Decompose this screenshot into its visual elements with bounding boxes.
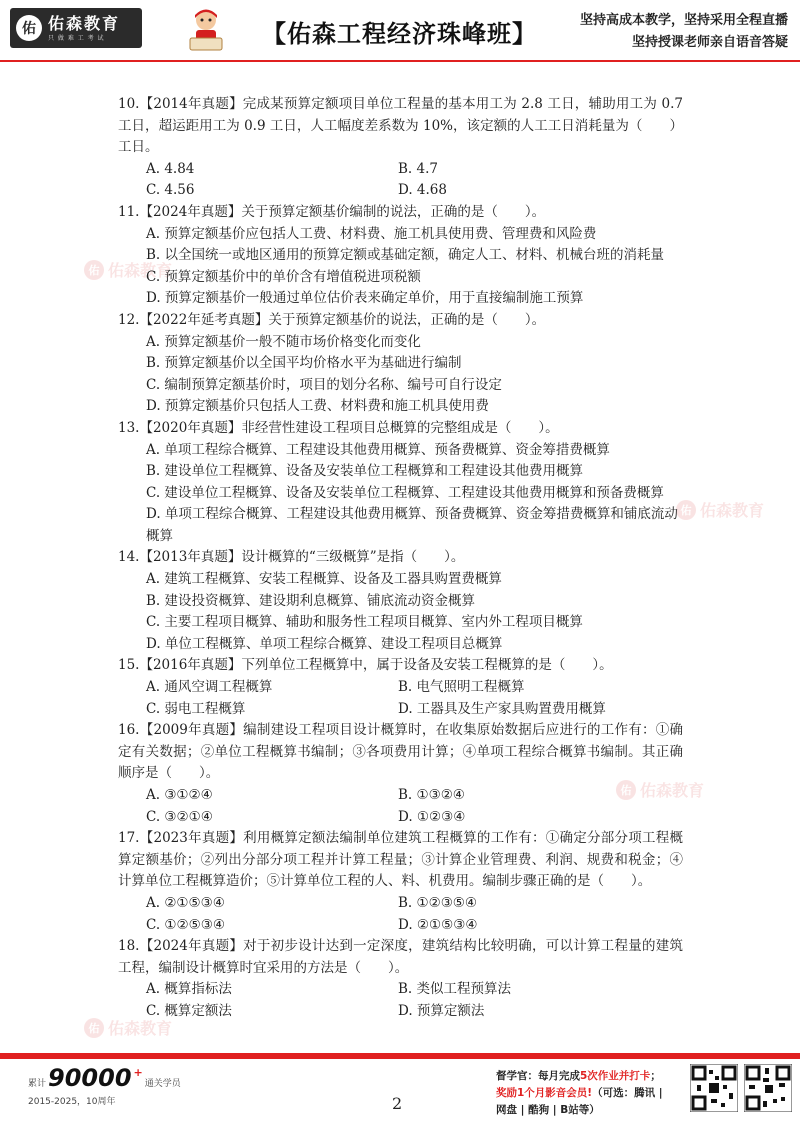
answer-option: A. ③①②④	[146, 787, 213, 803]
answer-option: D. 4.68	[398, 182, 447, 199]
answer-option: D. 预算定额法	[398, 1002, 485, 1019]
option-row	[118, 1001, 683, 1023]
answer-option: B. 电气照明工程概算	[398, 679, 525, 696]
answer-option: B. 建设单位工程概算、设备及安装单位工程概算和工程建设其他费用概算	[146, 463, 584, 480]
answer-option: C. 预算定额基价中的单价含有增值税进项税额	[146, 268, 421, 285]
option-row	[118, 915, 683, 937]
anniversary-years: 2015-2025，10周年	[28, 1097, 116, 1107]
question-list	[118, 94, 683, 1023]
answer-option: B. ①②③⑤④	[398, 894, 478, 911]
watermark-logo-icon: 佑	[84, 1018, 104, 1038]
watermark-logo-icon: 佑	[676, 500, 696, 520]
qr-code-icon	[690, 1064, 738, 1112]
slogan-line: 坚持高成本教学，坚持采用全程直播	[579, 13, 788, 28]
answer-option: A. 单项工程综合概算、工程建设其他费用概算、预备费概算、资金筹措费概算	[146, 441, 610, 458]
watermark-logo-icon: 佑	[616, 780, 636, 800]
footer-divider	[0, 1053, 800, 1059]
answer-option: D. ②①⑤③④	[398, 916, 478, 933]
question-stem: 16.【2009年真题】编制建设工程项目设计概算时，在收集原始数据后应进行的工作有：①确定有关数据；②单位工程概算书编制；③各项费用计算；④单项工程综合概算书编制。其正确顺序是（ ）。	[118, 722, 683, 782]
option-row	[118, 785, 683, 807]
question-item	[118, 655, 683, 720]
answer-option: C. 弱电工程概算	[146, 700, 246, 717]
question-stem: 13.【2020年真题】非经营性建设工程项目总概算的完整组成是（ ）。	[118, 419, 559, 436]
answer-option: D. 预算定额基价只包括人工费、材料费和施工机具使用费	[146, 398, 489, 415]
watermark-logo-icon: 佑	[84, 260, 104, 280]
question-stem: 15.【2016年真题】下列单位工程概算中，属于设备及安装工程概算的是（ ）。	[118, 657, 613, 674]
answer-option: C. 概算定额法	[146, 1002, 232, 1019]
question-item	[118, 720, 683, 828]
answer-option: D. 工器具及生产家具购置费用概算	[398, 700, 606, 717]
option-row	[118, 893, 683, 915]
answer-option: C. ③②①④	[146, 808, 213, 825]
answer-option: C. 编制预算定额基价时，项目的划分名称、编号可自行设定	[146, 376, 502, 393]
answer-option: D. ①②③④	[398, 808, 466, 825]
brand-logo	[10, 8, 142, 48]
stat-prefix: 累计	[28, 1079, 47, 1089]
answer-option: A. ②①⑤③④	[146, 894, 225, 911]
stat-suffix: 通关学员	[144, 1079, 181, 1089]
mascot-icon	[184, 6, 228, 52]
qr-code-icon	[744, 1064, 792, 1112]
question-item	[118, 547, 683, 655]
option-row	[118, 180, 683, 202]
option-row	[118, 159, 683, 181]
answer-option: A. 预算定额基价应包括人工费、材料费、施工机具使用费、管理费和风险费	[146, 225, 597, 242]
answer-option: D. 单项工程综合概算、工程建设其他费用概算、预备费概算、资金筹措费概算和铺底流动概算	[146, 506, 678, 544]
option-row	[118, 807, 683, 829]
slogan-line: 坚持授课老师亲自语音答疑	[631, 35, 788, 50]
question-item	[118, 418, 683, 548]
answer-option: D. 预算定额基价一般通过单位估价表来确定单价，用于直接编制施工预算	[146, 290, 584, 307]
answer-option: C. ①②⑤③④	[146, 916, 225, 933]
answer-option: A. 4.84	[146, 160, 195, 177]
answer-option: B. 建设投资概算、建设期利息概算、铺底流动资金概算	[146, 592, 476, 609]
footer-stats	[28, 1064, 181, 1107]
answer-option: C. 4.56	[146, 182, 195, 199]
header-divider	[0, 60, 800, 62]
promo-text: 督学官：每月完成5次作业并打卡； 奖励1个月影音会员!（可选：腾讯 | 网盘 | 酷狗 | B站等）	[496, 1070, 663, 1116]
watermark: 佑 佑森教育	[84, 258, 172, 281]
page-number: 2	[392, 1094, 403, 1113]
answer-option: A. 预算定额基价一般不随市场价格变化而变化	[146, 333, 421, 350]
watermark: 佑 佑森教育	[84, 1016, 172, 1039]
logo-name: 佑森教育	[48, 13, 121, 33]
answer-option: B. ①③②④	[398, 787, 465, 803]
watermark: 佑 佑森教育	[616, 778, 704, 801]
answer-option: A. 建筑工程概算、安装工程概算、设备及工器具购置费概算	[146, 571, 502, 588]
stat-number: 90000	[48, 1064, 132, 1092]
option-row	[118, 677, 683, 699]
watermark: 佑 佑森教育	[676, 498, 764, 521]
answer-option: C. 主要工程项目概算、辅助和服务性工程项目概算、室内外工程项目概算	[146, 614, 583, 631]
header-slogans	[580, 10, 788, 54]
option-row	[118, 979, 683, 1001]
question-stem: 12.【2022年延考真题】关于预算定额基价的说法，正确的是（ ）。	[118, 311, 546, 328]
answer-option: C. 建设单位工程概算、设备及安装单位工程概算、工程建设其他费用概算和预备费概算	[146, 484, 664, 501]
logo-subtitle: 只 做 难 工 考 试	[48, 34, 105, 42]
logo-emblem-icon: 佑	[16, 15, 42, 41]
question-stem: 14.【2013年真题】设计概算的“三级概算”是指（ ）。	[118, 549, 465, 566]
question-item	[118, 94, 683, 202]
option-row	[118, 699, 683, 721]
answer-option: B. 类似工程预算法	[398, 981, 512, 998]
question-stem: 11.【2024年真题】关于预算定额基价编制的说法，正确的是（ ）。	[118, 203, 546, 220]
answer-option: A. 通风空调工程概算	[146, 679, 273, 696]
header-title: 【佑森工程经济珠峰班】	[262, 20, 537, 48]
answer-option: B. 以全国统一或地区通用的预算定额或基础定额，确定人工、材料、机械台班的消耗量	[146, 247, 665, 264]
answer-option: D. 单位工程概算、单项工程综合概算、建设工程项目总概算	[146, 635, 503, 652]
question-item	[118, 828, 683, 936]
question-stem: 17.【2023年真题】利用概算定额法编制单位建筑工程概算的工作有：①确定分部分项工程概算定额基价；②列出分部分项工程并计算工程量；③计算企业管理费、利润、规费和税金；④计算单位工程概算造价；⑤计算单位工程的人、料、机费用。编制步骤正确的是（ ）。	[118, 830, 683, 890]
stat-plus: +	[133, 1066, 143, 1079]
answer-option: B. 预算定额基价以全国平均价格水平为基础进行编制	[146, 355, 462, 372]
question-stem: 18.【2024年真题】对于初步设计达到一定深度，建筑结构比较明确，可以计算工程量的建筑工程，编制设计概算时宜采用的方法是（ ）。	[118, 938, 683, 976]
answer-option: A. 概算指标法	[146, 981, 232, 998]
page-header	[0, 0, 800, 72]
question-item	[118, 936, 683, 1022]
answer-option: B. 4.7	[398, 160, 438, 177]
question-item	[118, 310, 683, 418]
question-item	[118, 202, 683, 310]
question-stem: 10.【2014年真题】完成某预算定额项目单位工程量的基本用工为 2.8 工日，辅助用工为 0.7 工日，超运距用工为 0.9 工日，人工幅度差系数为 10%，该定额的人工工日消耗量为（ ）工日。	[118, 96, 683, 156]
